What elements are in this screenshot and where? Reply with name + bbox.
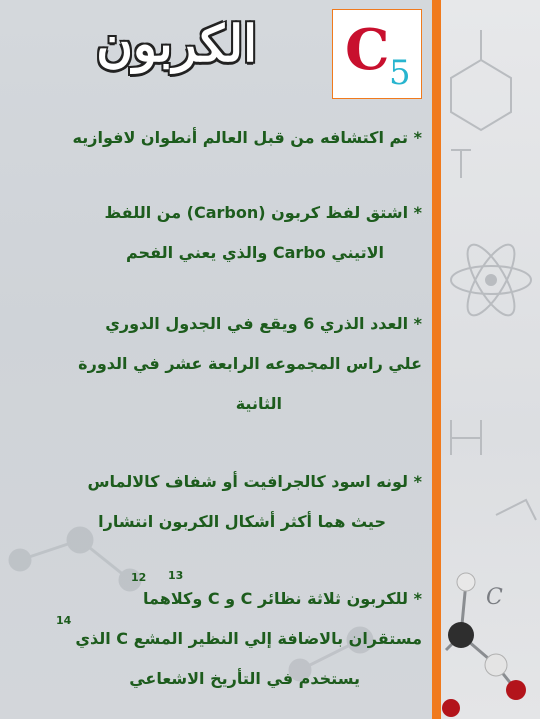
isotope-mass-14: 14: [56, 614, 72, 627]
paragraph-etymology: [105, 193, 422, 273]
paragraph-line: حيث هما أكثر أشكال الكربون انتشارا: [98, 512, 386, 531]
side-decoration-panel: [441, 0, 540, 719]
paragraph-line: * العدد الذري 6 ويقع في الجدول الدوري: [105, 314, 422, 333]
paragraph-line: * للكربون ثلاثة نظائر C و C وكلاهما: [143, 589, 422, 608]
paragraph-color: [87, 462, 422, 542]
paragraph-line: الاتيني Carbo والذي يعني الفحم: [125, 243, 384, 262]
paragraph-line: * اشتق لفظ كربون (Carbon) من اللفظ: [104, 203, 422, 222]
paragraph-line: مستقران بالاضافة إلي النظير المشع C الذي: [75, 629, 422, 648]
element-symbol: C: [345, 17, 390, 83]
paragraph-isotopes: [75, 579, 422, 699]
isotope-mass-13: 13: [168, 569, 184, 582]
paragraph-discovery: [73, 118, 422, 158]
element-number: 5: [389, 53, 411, 93]
paragraph-line: الثانية: [235, 394, 282, 413]
side-carbon-label: C: [486, 585, 503, 610]
accent-stripe: [432, 0, 441, 719]
element-tile: [332, 9, 422, 99]
paragraph-line: علي راس المجموعه الرابعة عشر في الدورة: [78, 354, 422, 373]
isotope-mass-12: 12: [131, 571, 147, 584]
paragraph-line: * تم اكتشافه من قبل العالم أنطوان لافوازيه: [72, 128, 422, 147]
paragraph-atomic-number: [78, 304, 422, 424]
page-title: الكربون: [96, 14, 257, 73]
paragraph-line: يستخدم في التأريخ الاشعاعي: [129, 669, 360, 688]
chemistry-sketch-illustration: [441, 0, 540, 719]
paragraph-line: * لونه اسود كالجرافيت أو شفاف كالالماس: [87, 472, 422, 491]
